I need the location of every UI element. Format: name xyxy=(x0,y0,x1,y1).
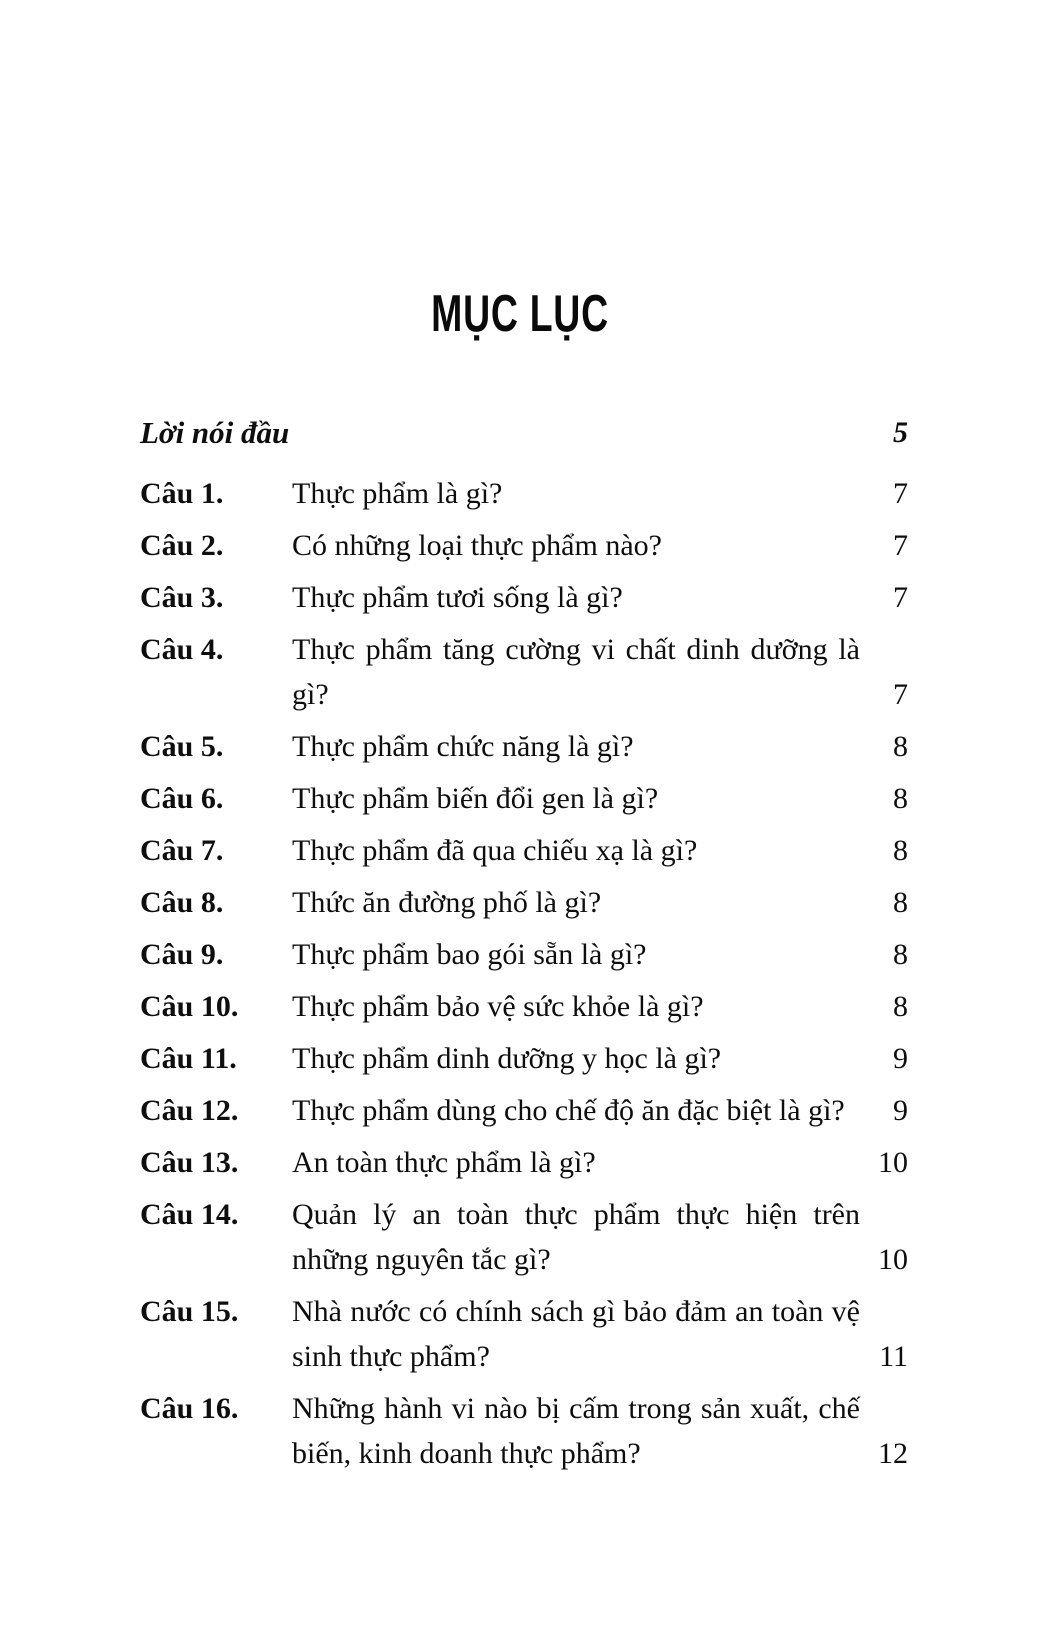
entry-question-label: Câu 10. xyxy=(140,990,239,1023)
entry-question-label: Câu 1. xyxy=(140,477,224,510)
entry-question-text: Quản lý an toàn thực phẩm thực hiện trên những nguyên tắc gì? xyxy=(292,1198,860,1276)
preface-page-number: 5 xyxy=(893,416,908,449)
entry-question-label: Câu 16. xyxy=(140,1392,239,1425)
preface-label: Lời nói đầu xyxy=(140,415,290,450)
entry-question-label: Câu 12. xyxy=(140,1094,239,1127)
toc-entry-row xyxy=(140,932,908,977)
entry-page-number: 9 xyxy=(893,1094,908,1127)
toc-list xyxy=(140,410,908,1483)
entry-page-number: 7 xyxy=(893,477,908,510)
toc-entry-row xyxy=(140,575,908,620)
entry-page-number: 8 xyxy=(893,782,908,815)
entry-page-number: 7 xyxy=(893,581,908,614)
entry-question-label: Câu 9. xyxy=(140,938,224,971)
entry-question-text: Thức ăn đường phố là gì? xyxy=(292,886,602,919)
toc-entry-row xyxy=(140,471,908,516)
toc-entry-row xyxy=(140,1289,908,1379)
toc-entry-row xyxy=(140,627,908,717)
entry-page-number: 7 xyxy=(893,529,908,562)
entry-question-text: Thực phẩm là gì? xyxy=(292,477,503,510)
entry-question-label: Câu 4. xyxy=(140,633,224,666)
entry-question-label: Câu 11. xyxy=(140,1042,237,1075)
entry-page-number: 8 xyxy=(893,886,908,919)
entry-question-label: Câu 13. xyxy=(140,1146,239,1179)
toc-entry-row xyxy=(140,984,908,1029)
entry-question-label: Câu 7. xyxy=(140,834,224,867)
toc-entries xyxy=(140,471,908,1476)
toc-entry-row xyxy=(140,828,908,873)
entry-question-label: Câu 14. xyxy=(140,1198,239,1231)
toc-entry-row xyxy=(140,724,908,769)
entry-page-number: 7 xyxy=(893,678,908,711)
entry-question-label: Câu 5. xyxy=(140,730,224,763)
entry-question-text: Thực phẩm dinh dưỡng y học là gì? xyxy=(292,1042,722,1075)
entry-question-label: Câu 15. xyxy=(140,1295,239,1328)
toc-preface-row xyxy=(140,410,908,455)
entry-page-number: 8 xyxy=(893,730,908,763)
entry-question-text: Thực phẩm tươi sống là gì? xyxy=(292,581,623,614)
entry-question-text: Thực phẩm chức năng là gì? xyxy=(292,730,634,763)
toc-entry-row xyxy=(140,776,908,821)
entry-question-text: Có những loại thực phẩm nào? xyxy=(292,529,662,562)
toc-entry-row xyxy=(140,880,908,925)
entry-question-label: Câu 8. xyxy=(140,886,224,919)
entry-page-number: 8 xyxy=(893,938,908,971)
entry-question-text: Những hành vi nào bị cấm trong sản xuất, chế biến, kinh doanh thực phẩm? xyxy=(292,1392,860,1470)
entry-question-text: Thực phẩm bảo vệ sức khỏe là gì? xyxy=(292,990,704,1023)
entry-question-label: Câu 6. xyxy=(140,782,224,815)
entry-question-text: Thực phẩm dùng cho chế độ ăn đặc biệt là gì? xyxy=(292,1094,845,1127)
entry-question-label: Câu 3. xyxy=(140,581,224,614)
toc-entry-row xyxy=(140,1088,908,1133)
entry-question-text: Thực phẩm tăng cường vi chất dinh dưỡng là gì? xyxy=(292,633,860,711)
entry-question-text: An toàn thực phẩm là gì? xyxy=(292,1146,596,1179)
toc-entry-row xyxy=(140,1140,908,1185)
entry-question-label: Câu 2. xyxy=(140,529,224,562)
entry-page-number: 9 xyxy=(893,1042,908,1075)
toc-entry-row xyxy=(140,1192,908,1282)
toc-entry-row xyxy=(140,1386,908,1476)
entry-question-text: Thực phẩm biến đổi gen là gì? xyxy=(292,782,659,815)
entry-question-text: Thực phẩm bao gói sẵn là gì? xyxy=(292,938,647,971)
entry-page-number: 10 xyxy=(878,1146,908,1179)
toc-entry-row xyxy=(140,523,908,568)
entry-page-number: 8 xyxy=(893,990,908,1023)
entry-page-number: 12 xyxy=(878,1437,908,1470)
toc-entry-row xyxy=(140,1036,908,1081)
entry-page-number: 11 xyxy=(879,1340,908,1373)
entry-question-text: Thực phẩm đã qua chiếu xạ là gì? xyxy=(292,834,698,867)
entry-page-number: 10 xyxy=(878,1243,908,1276)
entry-page-number: 8 xyxy=(893,834,908,867)
entry-question-text: Nhà nước có chính sách gì bảo đảm an toàn vệ sinh thực phẩm? xyxy=(292,1295,860,1373)
page-title: MỤC LỤC xyxy=(431,285,609,343)
